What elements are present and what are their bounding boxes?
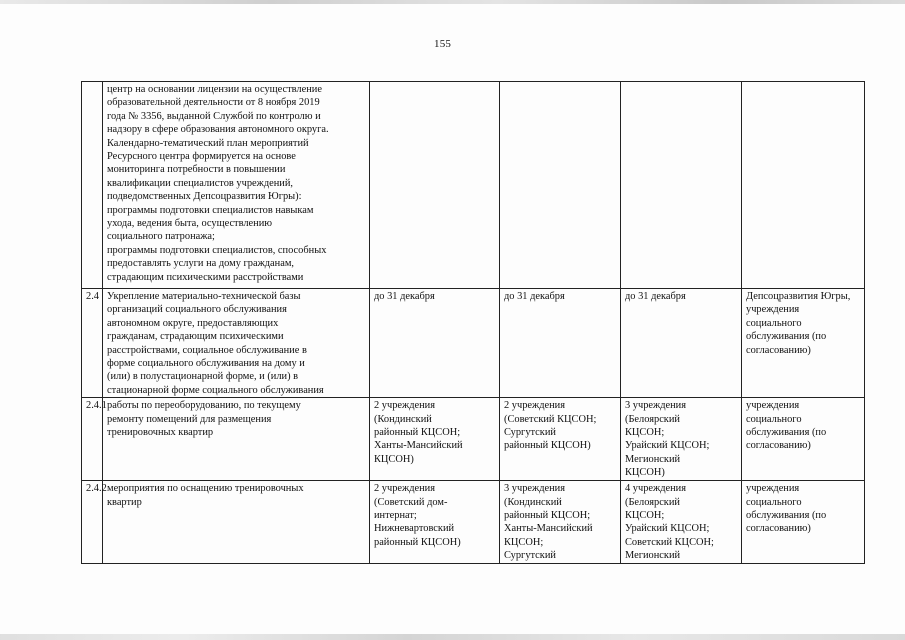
year-2-cell: 2 учреждения (Советский КЦСОН; Сургутский районный КЦСОН) bbox=[500, 398, 621, 481]
year-3-cell: 3 учреждения (Белоярский КЦСОН; Урайский КЦСОН; Мегионский КЦСОН) bbox=[621, 398, 742, 481]
year-1-cell: 2 учреждения (Кондинский районный КЦСОН; Ханты-Мансийский КЦСОН) bbox=[370, 398, 500, 481]
year-3-cell: 4 учреждения (Белоярский КЦСОН; Урайский КЦСОН; Советский КЦСОН; Мегионский bbox=[621, 481, 742, 563]
activity-cell: Укрепление материально-технической базы организаций социального обслуживания автономном округе, предоставляющих гражданам, страдающим психическими расстройствами, социальное обслуживание в форме социального обслуживания на дому и (или) в полустационарной форме, и (или) в стационарной форме социального обслуживания bbox=[103, 289, 370, 398]
table-row bbox=[82, 481, 865, 563]
year-1-cell bbox=[370, 82, 500, 289]
year-3-cell bbox=[621, 82, 742, 289]
responsible-cell bbox=[742, 82, 865, 289]
table-row bbox=[82, 398, 865, 481]
scan-edge-top bbox=[0, 0, 905, 4]
page-number: 155 bbox=[434, 38, 452, 50]
item-number-cell: 2.4.1 bbox=[82, 398, 103, 481]
year-1-cell: 2 учреждения (Советский дом- интернат; Нижневартовский районный КЦСОН) bbox=[370, 481, 500, 563]
responsible-cell: учреждения социального обслуживания (по согласованию) bbox=[742, 398, 865, 481]
table-row bbox=[82, 82, 865, 289]
year-3-cell: до 31 декабря bbox=[621, 289, 742, 398]
year-2-cell bbox=[500, 82, 621, 289]
item-number-cell: 2.4.2 bbox=[82, 481, 103, 563]
item-number-cell bbox=[82, 82, 103, 289]
activity-cell: мероприятия по оснащению тренировочных квартир bbox=[103, 481, 370, 563]
item-number-cell: 2.4 bbox=[82, 289, 103, 398]
plan-table bbox=[81, 81, 865, 564]
table-row bbox=[82, 289, 865, 398]
year-2-cell: до 31 декабря bbox=[500, 289, 621, 398]
responsible-cell: Депсоцразвития Югры, учреждения социального обслуживания (по согласованию) bbox=[742, 289, 865, 398]
scan-edge-bottom bbox=[0, 634, 905, 640]
activity-cell: центр на основании лицензии на осуществление образовательной деятельности от 8 ноября 2019 года № 3356, выданной Службой по контролю и надзору в сфере образования автономного округа. Календарно-тематический план мероприятий Ресурсного центра формируется на основе мониторинга потребности в повышении квалификации специалистов учреждений, подведомственных Депсоцразвития Югры): программы подготовки специалистов навыкам ухода, ведения быта, осуществлению социального патронажа; программы подготовки специалистов, способных предоставлять услуги на дому гражданам, страдающим психическими расстройствами bbox=[103, 82, 370, 289]
year-1-cell: до 31 декабря bbox=[370, 289, 500, 398]
year-2-cell: 3 учреждения (Кондинский районный КЦСОН; Ханты-Мансийский КЦСОН; Сургутский bbox=[500, 481, 621, 563]
responsible-cell: учреждения социального обслуживания (по согласованию) bbox=[742, 481, 865, 563]
activity-cell: работы по переоборудованию, по текущему ремонту помещений для размещения тренировочных квартир bbox=[103, 398, 370, 481]
